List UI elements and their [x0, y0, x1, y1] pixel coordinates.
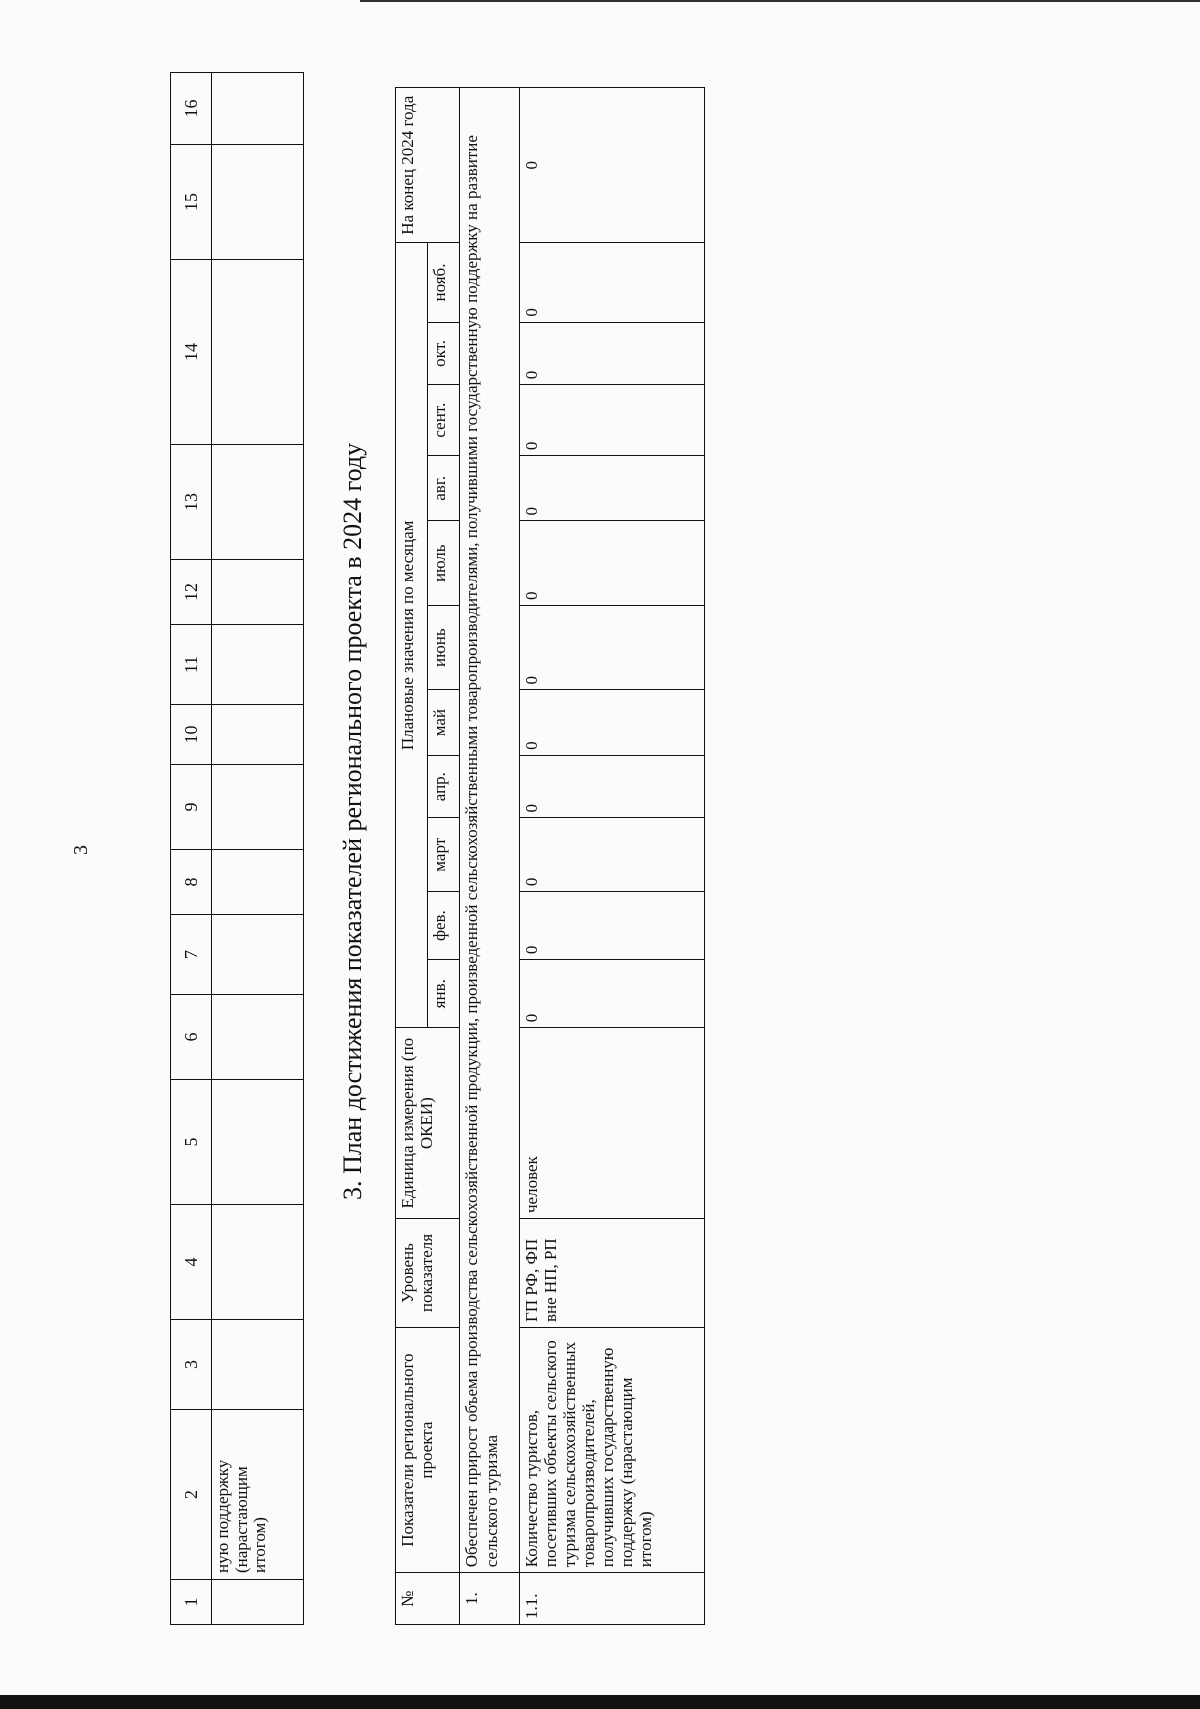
header-month: июль — [428, 521, 460, 605]
col-number: 13 — [171, 445, 212, 560]
cell-empty — [212, 1205, 304, 1320]
header-row-1 — [396, 88, 428, 1625]
indicator-number: 1.1. — [519, 1573, 704, 1625]
col-number: 2 — [171, 1410, 212, 1580]
cell-empty — [212, 73, 304, 145]
scan-edge-bottom — [0, 1695, 1200, 1709]
header-month: нояб. — [428, 243, 460, 322]
cell-empty — [212, 995, 304, 1080]
plan-table — [395, 87, 705, 1625]
col-number: 1 — [171, 1580, 212, 1625]
cell-empty — [212, 850, 304, 915]
section-number: 1. — [460, 1573, 519, 1625]
cell-empty — [212, 145, 304, 260]
header-number: № — [396, 1573, 460, 1625]
col-number: 8 — [171, 850, 212, 915]
col-number: 5 — [171, 1080, 212, 1205]
col-number: 7 — [171, 915, 212, 995]
continuation-table — [170, 73, 304, 1625]
col-number: 4 — [171, 1205, 212, 1320]
col-number: 11 — [171, 625, 212, 705]
col-number: 6 — [171, 995, 212, 1080]
monthly-value: 0 — [519, 892, 704, 960]
indicator-name: Количество туристов, посетивших объекты сельского туризма сельскохозяйственных товаропроизводителей, получивших государственную поддержку (нарастающим итогом) — [519, 1328, 704, 1573]
col-number: 9 — [171, 765, 212, 850]
scan-edge-top — [360, 0, 1200, 2]
cell-empty — [212, 625, 304, 705]
monthly-value: 0 — [519, 755, 704, 818]
cell-empty — [212, 445, 304, 560]
header-planned: Плановые значения по месяцам — [396, 243, 428, 1028]
monthly-value: 0 — [519, 322, 704, 385]
header-month: авг. — [428, 456, 460, 521]
indicator-unit: человек — [519, 1028, 704, 1219]
col-number: 15 — [171, 145, 212, 260]
continuation-row — [212, 73, 304, 1625]
monthly-value: 0 — [519, 385, 704, 456]
cell-empty — [212, 1320, 304, 1410]
continuation-text: ную поддержку (нарастающим итогом) — [212, 1410, 304, 1580]
monthly-value: 0 — [519, 960, 704, 1028]
cell-empty — [212, 560, 304, 625]
header-indicator: Показатели регионального проекта — [396, 1328, 460, 1573]
col-number: 12 — [171, 560, 212, 625]
header-month: окт. — [428, 322, 460, 385]
header-month: май — [428, 690, 460, 755]
monthly-value: 0 — [519, 456, 704, 521]
monthly-value: 0 — [519, 690, 704, 755]
col-number: 10 — [171, 705, 212, 765]
header-month: апр. — [428, 755, 460, 818]
header-month: янв. — [428, 960, 460, 1028]
cell-empty — [212, 705, 304, 765]
section-row — [460, 88, 519, 1625]
header-end-of-year: На конец 2024 года — [396, 88, 460, 243]
monthly-value: 0 — [519, 605, 704, 689]
header-month: март — [428, 818, 460, 892]
header-month: июнь — [428, 605, 460, 689]
cell-empty — [212, 1580, 304, 1625]
section-title: 3. План достижения показателей регионального проекта в 2024 году — [338, 442, 367, 1200]
header-unit: Единица измерения (по ОКЕИ) — [396, 1028, 460, 1219]
monthly-value: 0 — [519, 243, 704, 322]
col-number: 16 — [171, 73, 212, 145]
indicator-level: ГП РФ, ФП вне НП, РП — [519, 1219, 704, 1328]
col-number: 14 — [171, 260, 212, 445]
cell-empty — [212, 765, 304, 850]
col-number: 3 — [171, 1320, 212, 1410]
header-level: Уровень показателя — [396, 1219, 460, 1328]
end-of-year-value: 0 — [519, 88, 704, 243]
cell-empty — [212, 260, 304, 445]
cell-empty — [212, 915, 304, 995]
column-number-row — [171, 73, 212, 1625]
header-month: сент. — [428, 385, 460, 456]
monthly-value: 0 — [519, 521, 704, 605]
page-number: 3 — [70, 845, 92, 855]
indicator-row — [519, 88, 704, 1625]
cell-empty — [212, 1080, 304, 1205]
section-text: Обеспечен прирост объема производства сельскохозяйственной продукции, произведенной сельскохозяйственными товаропроизводителями, получившими государственную поддержку на развитие сельского туризма — [460, 88, 519, 1573]
monthly-value: 0 — [519, 818, 704, 892]
header-month: фев. — [428, 892, 460, 960]
